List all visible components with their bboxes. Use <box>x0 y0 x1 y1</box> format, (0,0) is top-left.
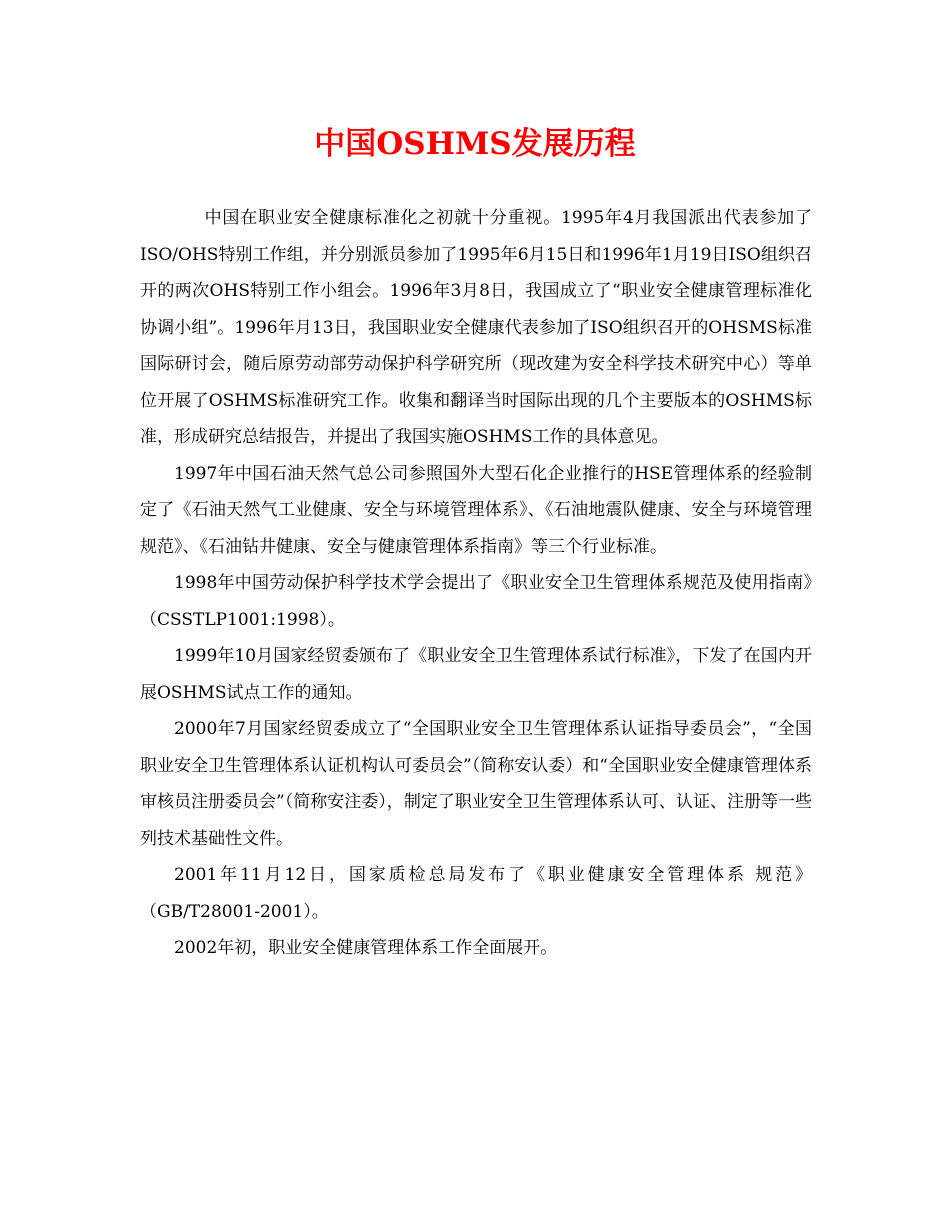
document-title: 中国OSHMS发展历程 <box>314 126 636 162</box>
paragraph-2000: 2000年7月国家经贸委成立了“全国职业安全卫生管理体系认证指导委员会”，“全国职业安全卫生管理体系认证机构认可委员会”（简称安认委）和“全国职业安全健康管理体系审核员注册委员会”（简称安注委），制定了职业安全卫生管理体系认可、认证、注册等一些列技术基础性文件。 <box>140 719 812 849</box>
paragraph-1997: 1997年中国石油天然气总公司参照国外大型石化企业推行的HSE管理体系的经验制定了《石油天然气工业健康、安全与环境管理体系》、《石油地震队健康、安全与环境管理规范》、《石油钻井健康、安全与健康管理体系指南》等三个行业标准。 <box>140 463 812 557</box>
paragraph-2002: 2002年初，职业安全健康管理体系工作全面展开。 <box>174 938 558 958</box>
document-body <box>140 200 812 967</box>
paragraph-1995-1996: 中国在职业安全健康标准化之初就十分重视。1995年4月我国派出代表参加了ISO/OHS特别工作组，并分别派员参加了1995年6月15日和1996年1月19日ISO组织召开的两次OHS特别工作小组会。1996年3月8日，我国成立了“职业安全健康管理标准化协调小组”。1996年月13日，我国职业安全健康代表参加了ISO组织召开的OHSMS标准国际研讨会，随后原劳动部劳动保护科学研究所（现改建为安全科学技术研究中心）等单位开展了OSHMS标准研究工作。收集和翻译当时国际出现的几个主要版本的OSHMS标准，形成研究总结报告，并提出了我国实施OSHMS工作的具体意见。 <box>140 208 812 447</box>
paragraph-1998: 1998年中国劳动保护科学技术学会提出了《职业安全卫生管理体系规范及使用指南》（CSSTLP1001:1998）。 <box>140 573 812 630</box>
paragraph-2001: 2001年11月12日，国家质检总局发布了《职业健康安全管理体系 规范》（GB/T28001-2001）。 <box>140 865 812 922</box>
paragraph-1999: 1999年10月国家经贸委颁布了《职业安全卫生管理体系试行标准》，下发了在国内开展OSHMS试点工作的通知。 <box>140 646 812 703</box>
